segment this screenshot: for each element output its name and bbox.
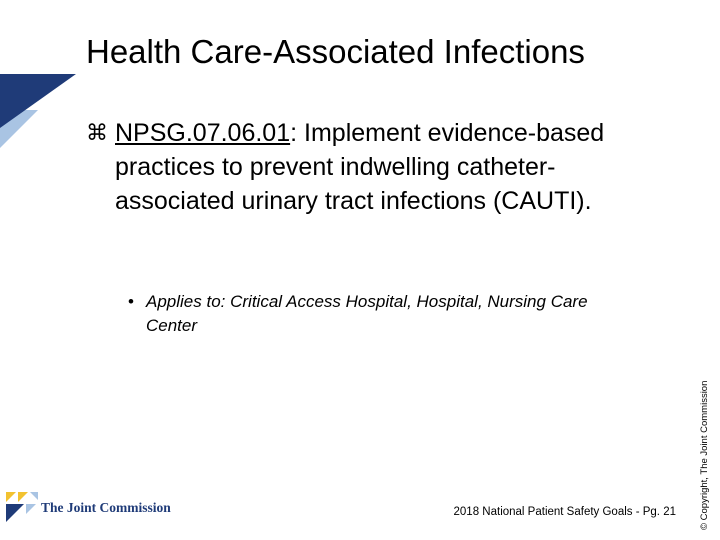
slide-title: Health Care-Associated Infections (86, 33, 585, 70)
joint-commission-logo (6, 492, 171, 524)
main-bullet-text (86, 116, 606, 218)
bullet-dot: • (128, 292, 134, 311)
logo-text: The Joint Commission (41, 500, 171, 515)
copyright-notice (699, 372, 711, 530)
main-bullet-description: : Implement evidence-based practices to prevent indwelling catheter-associated urinary tract infections (CAUTI). (115, 119, 605, 215)
joint-commission-logo-mark (6, 492, 38, 524)
applies-to-text: Applies to: Critical Access Hospital, Hospital, Nursing Care Center (146, 292, 588, 335)
corner-decoration (0, 0, 90, 150)
command-key-icon: ⌘ (86, 120, 108, 145)
npsg-code: NPSG.07.06.01 (115, 119, 291, 147)
main-bullet (86, 116, 606, 218)
footer-page-info: 2018 National Patient Safety Goals - Pg. 21 (453, 506, 676, 518)
sub-bullet (128, 290, 588, 338)
copyright-text: © Copyright, The Joint Commission (699, 380, 710, 530)
